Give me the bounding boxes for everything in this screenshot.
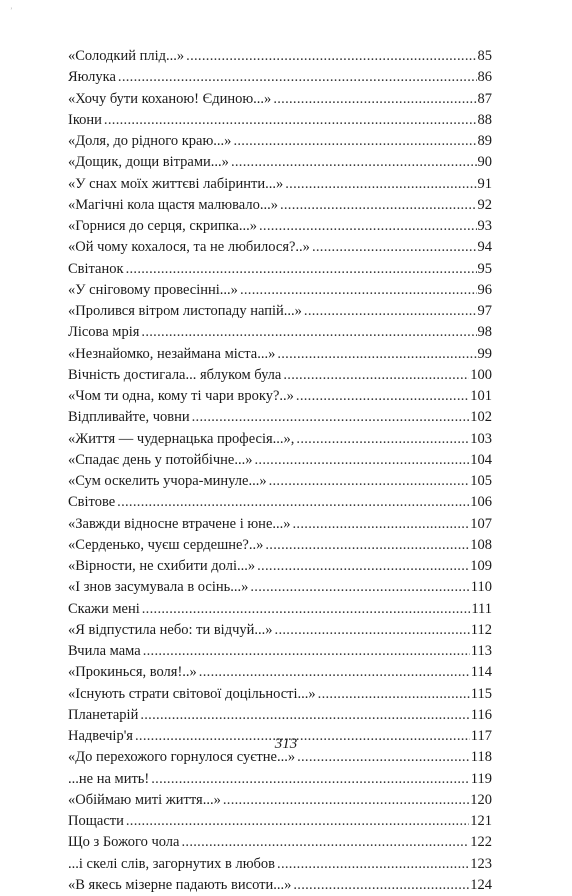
toc-entry: [68, 195, 492, 216]
toc-entry-title: «Вірности, не схибити долі...»: [68, 558, 256, 574]
toc-entry-page: 96: [477, 281, 492, 298]
dot-leader: [192, 407, 470, 428]
toc-entry-title: «Пролився вітром листопаду напій...»: [68, 303, 302, 319]
toc-entry-page: 97: [477, 303, 492, 319]
dot-leader: [126, 259, 477, 280]
toc-entry-page: 115: [470, 685, 492, 702]
toc-entry-title: «До перехожого горнулося суєтне...»: [68, 749, 296, 766]
toc-entry-page: 104: [470, 451, 492, 468]
dot-leader: [275, 620, 470, 641]
dot-leader: [293, 514, 470, 535]
dot-leader: [269, 471, 470, 492]
toc-entry: [68, 705, 492, 726]
toc-entry-title: ...не на мить!: [68, 770, 150, 787]
toc-entry-page: 94: [477, 239, 492, 256]
toc-entry-page: 100: [470, 366, 492, 383]
toc-entry-title: «Спадає день у потойбічне...»: [68, 451, 253, 468]
toc-entry: [68, 535, 492, 556]
toc-entry-page: 109: [470, 558, 492, 574]
toc-entry-title: «У снах моїх життєві лабіринти...»: [68, 175, 284, 192]
toc-entry-title: «Прокинься, воля!..»: [68, 664, 197, 681]
toc-entry-page: 113: [470, 643, 492, 659]
toc-entry-page: 120: [470, 791, 492, 808]
toc-entry-title: Світанок: [68, 260, 124, 277]
toc-entry-title: «Обіймаю миті життя...»: [68, 791, 221, 808]
table-of-contents: [68, 46, 492, 896]
dot-leader: [280, 195, 477, 216]
toc-entry-page: 86: [477, 69, 492, 86]
toc-entry: [68, 386, 492, 407]
toc-entry: [68, 89, 492, 110]
dot-leader: [318, 684, 470, 705]
toc-entry: [68, 620, 492, 641]
toc-entry: [68, 684, 492, 705]
toc-entry-title: ...і скелі слів, загорнутих в любов: [68, 855, 276, 872]
toc-entry-page: 95: [477, 260, 492, 277]
toc-entry-page: 105: [470, 473, 492, 489]
dot-leader: [143, 641, 470, 662]
dot-leader: [233, 131, 476, 152]
toc-entry-page: 103: [470, 430, 492, 447]
dot-leader: [257, 556, 469, 577]
dot-leader: [142, 599, 471, 620]
dot-leader: [254, 450, 469, 471]
toc-entry: [68, 641, 492, 662]
toc-entry: [68, 110, 492, 131]
toc-entry-title: Лісова мрія: [68, 324, 140, 341]
toc-entry-title: «Я відпустила небо: ти відчуй...»: [68, 621, 273, 638]
toc-entry-title: «Чом ти одна, кому ті чари вроку?..»: [68, 388, 294, 404]
toc-entry-title: «Дощик, дощи вітрами...»: [68, 154, 229, 171]
toc-entry-title: «Незнайомко, незаймана міста...»: [68, 345, 276, 362]
dot-leader: [285, 174, 476, 195]
toc-entry: [68, 67, 492, 88]
toc-entry-title: Надвечір'я: [68, 728, 133, 744]
toc-entry: [68, 216, 492, 237]
dot-leader: [117, 492, 469, 513]
toc-entry-page: 117: [470, 728, 492, 744]
toc-entry-title: «Горнися до серця, скрипка...»: [68, 218, 257, 234]
toc-entry: [68, 471, 492, 492]
dot-leader: [118, 67, 477, 88]
toc-entry-page: 114: [470, 664, 492, 681]
dot-leader: [126, 811, 469, 832]
toc-entry-title: «У сніговому провесінні...»: [68, 281, 238, 298]
toc-entry-title: «Серденько, чуєш сердешне?..»: [68, 536, 264, 553]
dot-leader: [277, 854, 469, 875]
dot-leader: [296, 429, 469, 450]
dot-leader: [296, 386, 469, 407]
toc-entry-title: «І знов засумувала в осінь...»: [68, 579, 249, 596]
toc-entry-page: 90: [477, 154, 492, 171]
toc-entry-title: «В якесь мізерне падають висоти...»: [68, 876, 292, 893]
toc-entry-page: 122: [470, 834, 492, 851]
toc-entry-page: 116: [470, 706, 492, 723]
toc-entry-page: 91: [477, 175, 492, 192]
dot-leader: [293, 875, 469, 896]
scan-mark: ʼ: [10, 6, 13, 15]
dot-leader: [181, 832, 469, 853]
toc-entry: [68, 152, 492, 173]
toc-entry: [68, 832, 492, 853]
toc-entry-title: Відпливайте, човни: [68, 409, 190, 426]
toc-entry-title: Світове: [68, 494, 116, 511]
dot-leader: [199, 662, 470, 683]
dot-leader: [186, 46, 476, 67]
dot-leader: [259, 216, 477, 237]
toc-entry-page: 93: [477, 218, 492, 234]
toc-entry: [68, 322, 492, 343]
toc-entry: [68, 237, 492, 258]
toc-entry-page: 111: [471, 600, 492, 617]
toc-entry-page: 108: [470, 536, 492, 553]
toc-entry-title: «Хочу бути коханою! Єдиною...»: [68, 90, 272, 107]
toc-entry: [68, 662, 492, 683]
toc-entry-title: Що з Божого чола: [68, 834, 180, 851]
toc-entry: [68, 492, 492, 513]
dot-leader: [240, 280, 477, 301]
toc-entry-page: 98: [477, 324, 492, 341]
toc-entry: [68, 301, 492, 322]
dot-leader: [151, 769, 470, 790]
dot-leader: [265, 535, 469, 556]
toc-entry-title: «Солодкий плід...»: [68, 48, 185, 64]
toc-entry-page: 85: [477, 48, 492, 64]
toc-entry: [68, 407, 492, 428]
toc-entry-title: Планетарій: [68, 706, 139, 723]
toc-entry: [68, 854, 492, 875]
toc-entry-page: 99: [477, 345, 492, 362]
toc-entry: [68, 514, 492, 535]
toc-entry-page: 92: [477, 196, 492, 213]
toc-entry-page: 119: [470, 770, 492, 787]
dot-leader: [140, 705, 469, 726]
toc-entry-title: «Сум оскелить учора-минуле...»: [68, 473, 267, 489]
toc-entry: [68, 556, 492, 577]
toc-entry-title: «Завжди відносне втрачене і юне...»: [68, 515, 291, 532]
toc-entry-title: Вічність достигала... яблуком була: [68, 366, 282, 383]
dot-leader: [250, 577, 469, 598]
dot-leader: [312, 237, 477, 258]
toc-entry-page: 88: [477, 111, 492, 128]
toc-entry: [68, 769, 492, 790]
toc-entry: [68, 131, 492, 152]
toc-entry-title: «Доля, до рідного краю...»: [68, 133, 232, 149]
toc-entry: [68, 280, 492, 301]
dot-leader: [273, 89, 476, 110]
toc-entry: [68, 429, 492, 450]
toc-entry-page: 118: [470, 749, 492, 766]
toc-entry-title: Скажи мені: [68, 600, 140, 617]
toc-entry-page: 89: [477, 133, 492, 149]
toc-entry: [68, 46, 492, 67]
toc-entry-page: 123: [470, 855, 492, 872]
toc-entry-title: «Життя — чудернацька професія...»,: [68, 430, 295, 447]
toc-entry-title: Яюлука: [68, 69, 116, 86]
dot-leader: [277, 344, 476, 365]
dot-leader: [104, 110, 477, 131]
toc-entry: [68, 577, 492, 598]
toc-entry-title: «Ой чому кохалося, та не любилося?..»: [68, 239, 310, 256]
toc-entry-page: 124: [470, 876, 492, 893]
toc-entry-title: «Існують страти світової доцільності...»: [68, 685, 316, 702]
dot-leader: [223, 790, 469, 811]
toc-entry: [68, 365, 492, 386]
toc-entry-title: Пощасти: [68, 813, 124, 829]
toc-entry-page: 101: [470, 388, 492, 404]
toc-entry-page: 107: [470, 515, 492, 532]
toc-entry: [68, 174, 492, 195]
toc-entry-page: 102: [470, 409, 492, 426]
dot-leader: [141, 322, 476, 343]
toc-entry: [68, 344, 492, 365]
page-number: 313: [274, 736, 298, 752]
toc-entry: [68, 259, 492, 280]
toc-entry: [68, 599, 492, 620]
toc-entry: [68, 450, 492, 471]
dot-leader: [231, 152, 477, 173]
toc-entry: [68, 790, 492, 811]
toc-entry-page: 112: [470, 621, 492, 638]
toc-entry-title: Ікони: [68, 111, 102, 128]
toc-entry: [68, 875, 492, 896]
toc-entry-page: 106: [470, 494, 492, 511]
toc-entry-title: «Магічні кола щастя малювало...»: [68, 196, 278, 213]
dot-leader: [283, 365, 469, 386]
toc-entry-title: Вчила мама: [68, 643, 141, 659]
toc-entry-page: 121: [470, 813, 492, 829]
toc-entry: [68, 811, 492, 832]
dot-leader: [304, 301, 477, 322]
toc-entry-page: 110: [470, 579, 492, 596]
toc-entry-page: 87: [477, 90, 492, 107]
